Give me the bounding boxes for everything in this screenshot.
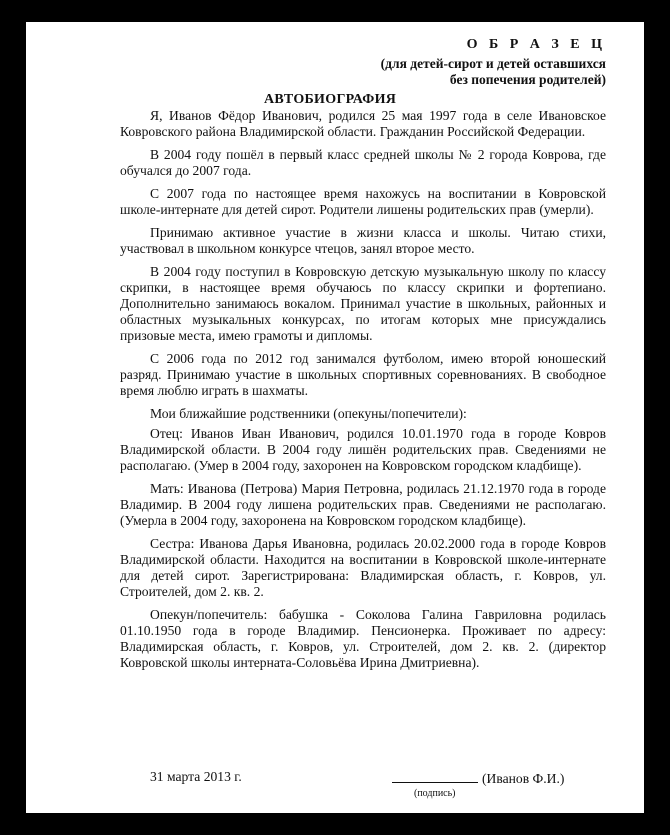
paragraph-school: В 2004 году пошёл в первый класс средней школы № 2 города Коврова, где обучался до 2007 года. xyxy=(120,147,606,178)
document-page xyxy=(26,22,644,813)
signature-line xyxy=(392,769,564,787)
document-date: 31 марта 2013 г. xyxy=(150,769,242,784)
paragraph-sister: Сестра: Иванова Дарья Ивановна, родилась 20.02.2000 года в городе Ковров Владимирской области. Находится на воспитании в Ковровской школе-интернате для детей сирот. Зарегистрирована: Владимирская область, г. Ковров, ул. Строителей, дом 2. кв. 2. xyxy=(120,536,606,599)
document-subtitle xyxy=(381,56,606,88)
paragraph-sport: С 2006 года по 2012 год занимался футболом, имею второй юношеский разряд. Принимаю участие в школьных спортивных соревнованиях. В свободное время люблю играть в шахматы. xyxy=(120,351,606,398)
subtitle-line-1: (для детей-сирот и детей оставшихся xyxy=(380,56,606,71)
subtitle-line-2: без попечения родителей) xyxy=(449,72,606,87)
paragraph-father: Отец: Иванов Иван Иванович, родился 10.01.1970 года в городе Ковров Владимирской области. В 2004 году лишён родительских прав. Сведениями не располагаю. (Умер в 2004 году, захоронен на Ковровском городском кладбище). xyxy=(120,426,606,473)
paragraph-guardian: Опекун/попечитель: бабушка - Соколова Галина Гавриловна родилась 01.10.1950 года в городе Владимир. Пенсионерка. Проживает по адресу: Владимирская область, г. Ковров, ул. Строителей, дом 2. кв. 2. (директор Ковровской школы интерната-Соловьёва Ирина Дмитриевна). xyxy=(120,607,606,670)
paragraph-activity: Принимаю активное участие в жизни класса и школы. Читаю стихи, участвовал в школьном конкурсе чтецов, занял второе место. xyxy=(120,225,606,256)
paragraph-boarding: С 2007 года по настоящее время нахожусь на воспитании в Ковровской школе-интернате для детей сирот. Родители лишены родительских прав (умерли). xyxy=(120,186,606,217)
document-title: АВТОБИОГРАФИЯ xyxy=(264,92,397,107)
signature-name: (Иванов Ф.И.) xyxy=(482,771,565,786)
sample-label: О Б Р А З Е Ц xyxy=(466,37,606,52)
paragraph-music: В 2004 году поступил в Ковровскую детскую музыкальную школу по классу скрипки, в настоящее время обучаюсь по классу скрипки и фортепиано. Дополнительно занимаюсь вокалом. Принимал участие в школьных, районных и областных музыкальных конкурсах, по итогам которых мне присуждались призовые места, имею грамоты и дипломы. xyxy=(120,264,606,343)
signature-caption: (подпись) xyxy=(414,788,456,799)
signature-blank xyxy=(392,769,478,783)
paragraph-relatives-heading: Мои ближайшие родственники (опекуны/попечители): xyxy=(150,406,467,421)
document-body xyxy=(120,108,606,678)
paragraph-birth: Я, Иванов Фёдор Иванович, родился 25 мая 1997 года в селе Ивановское Ковровского района Владимирской области. Гражданин Российской Федерации. xyxy=(120,108,606,139)
paragraph-mother: Мать: Иванова (Петрова) Мария Петровна, родилась 21.12.1970 года в городе Владимир. В 2004 году лишена родительских прав. Сведениями не располагаю. (Умерла в 2004 году, захоронена на Ковровском городском кладбище). xyxy=(120,481,606,528)
